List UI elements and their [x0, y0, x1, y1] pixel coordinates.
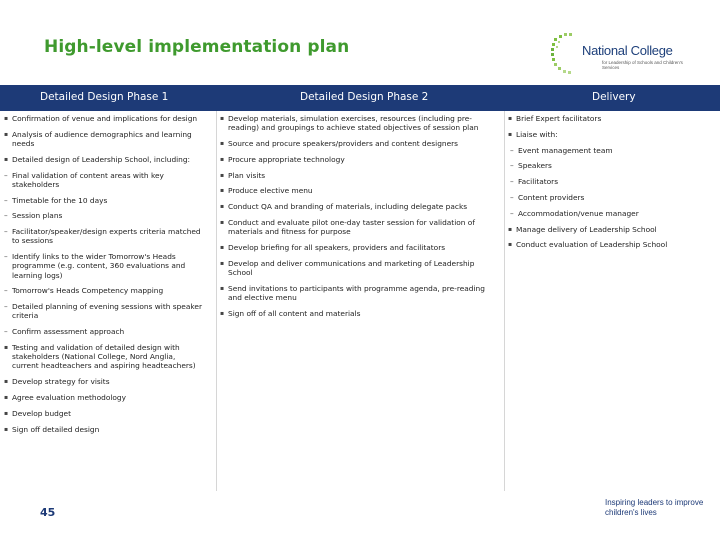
bullet-marker: ▪ [220, 203, 225, 211]
bullet-marker: ▪ [4, 378, 9, 386]
list-item [220, 139, 500, 148]
list-item-text: Session plans [12, 211, 63, 221]
list-item [4, 196, 204, 205]
dash-marker: – [4, 286, 8, 296]
list-item [510, 209, 718, 218]
delivery-heading: Delivery [592, 91, 636, 103]
list-item [220, 309, 500, 318]
list-item [4, 327, 204, 336]
list-item-text: Detailed planning of evening sessions with speaker criteria [12, 302, 202, 321]
list-item-text: Event management team [518, 145, 613, 155]
dash-marker: – [510, 192, 514, 202]
bullet-marker: ▪ [4, 115, 9, 122]
list-item-text: Conduct evaluation of Leadership School [516, 240, 668, 250]
list-item-text: Identify links to the wider Tomorrow's Heads programme (e.g. content, 360 evaluations and learning logs) [12, 252, 186, 280]
bullet-marker: ▪ [508, 130, 513, 138]
bullet-marker: ▪ [4, 130, 9, 138]
bullet-marker: ▪ [220, 259, 225, 267]
list-item [220, 155, 500, 164]
bullet-marker: ▪ [220, 171, 225, 179]
list-item-text: Send invitations to participants with programme agenda, pre-reading and elective menu [228, 283, 485, 302]
list-item [4, 286, 204, 295]
bullet-marker: ▪ [508, 225, 513, 233]
dash-marker: – [4, 302, 8, 312]
logo-name: National College [582, 43, 673, 58]
list-item [4, 252, 204, 280]
list-item [4, 114, 204, 123]
list-item-text: Develop strategy for visits [12, 377, 110, 387]
bullet-marker: ▪ [4, 425, 9, 433]
logo-tagline: for Leadership of Schools and Children's Services [602, 60, 683, 70]
bullet-marker: ▪ [220, 309, 225, 317]
phase2-heading: Detailed Design Phase 2 [300, 91, 429, 103]
list-item-text: Conduct and evaluate pilot one-day taster session for validation of materials and fitness for purpose [228, 217, 475, 237]
list-item [220, 284, 500, 302]
list-item-text: Timetable for the 10 days [12, 195, 108, 205]
list-item-text: Develop and deliver communications and marketing of Leadership School [228, 258, 475, 277]
list-item [220, 259, 500, 277]
list-item [510, 161, 718, 170]
list-item [220, 243, 500, 252]
list-item-text: Conduct QA and branding of materials, including delegate packs [228, 202, 468, 212]
bullet-marker: ▪ [220, 218, 225, 226]
dash-marker: – [4, 211, 8, 221]
list-item [220, 171, 500, 180]
list-item-text: Facilitator/speaker/design experts criteria matched to sessions [12, 227, 201, 246]
bullet-marker: ▪ [4, 155, 9, 163]
list-item [220, 202, 500, 211]
dash-marker: – [4, 327, 8, 337]
bullet-marker: ▪ [508, 241, 513, 249]
list-item-text: Content providers [518, 192, 585, 202]
dash-marker: – [4, 252, 8, 262]
list-item-text: Brief Expert facilitators [516, 114, 602, 123]
dash-marker: – [4, 170, 8, 180]
list-item-text: Agree evaluation methodology [12, 392, 126, 402]
list-item-text: Confirmation of venue and implications for design [12, 114, 198, 123]
list-item [508, 130, 718, 139]
delivery-list [508, 114, 718, 256]
list-item-text: Plan visits [228, 170, 266, 180]
list-item [4, 377, 204, 386]
list-item-text: Develop budget [12, 408, 71, 418]
bullet-marker: ▪ [220, 243, 225, 251]
list-item-text: Source and procure speakers/providers and content designers [228, 139, 458, 148]
dash-marker: – [510, 145, 514, 155]
column-header-bar [0, 85, 720, 111]
column-divider [216, 111, 217, 491]
list-item [4, 425, 204, 434]
phase1-list [4, 114, 204, 440]
list-item [510, 193, 718, 202]
list-item [4, 211, 204, 220]
bullet-marker: ▪ [508, 115, 513, 122]
list-item [4, 130, 204, 148]
list-item [220, 218, 500, 236]
list-item [4, 302, 204, 320]
list-item [508, 240, 718, 249]
list-item [508, 225, 718, 234]
list-item-text: Manage delivery of Leadership School [516, 224, 657, 234]
list-item [4, 409, 204, 418]
phase2-list [220, 114, 500, 325]
list-item-text: Testing and validation of detailed design with stakeholders (National College, Nord Anglia, current headteachers and aspiring headteachers) [12, 342, 196, 371]
list-item [220, 186, 500, 195]
page-title: High-level implementation plan [44, 37, 350, 57]
list-item-text: Analysis of audience demographics and learning needs [12, 129, 192, 148]
bullet-marker: ▪ [4, 393, 9, 401]
list-item [510, 177, 718, 186]
list-item [4, 171, 204, 189]
list-item [4, 227, 204, 245]
list-item-text: Confirm assessment approach [12, 327, 125, 337]
list-item [4, 343, 204, 371]
list-item [220, 114, 500, 132]
bullet-marker: ▪ [4, 409, 9, 417]
list-item-text: Facilitators [518, 177, 559, 187]
dash-marker: – [510, 208, 514, 218]
bullet-marker: ▪ [220, 155, 225, 163]
list-item-text: Final validation of content areas with key stakeholders [12, 170, 164, 189]
list-item-text: Tomorrow's Heads Competency mapping [12, 286, 164, 296]
bullet-marker: ▪ [220, 115, 225, 122]
list-item [510, 146, 718, 155]
dash-marker: – [4, 227, 8, 237]
list-item-text: Detailed design of Leadership School, including: [12, 154, 191, 164]
list-item-text: Develop briefing for all speakers, providers and facilitators [228, 242, 446, 252]
national-college-logo [550, 30, 700, 80]
list-item [4, 155, 204, 164]
list-item-text: Sign off of all content and materials [228, 308, 361, 318]
list-item-text: Procure appropriate technology [228, 154, 345, 164]
bullet-marker: ▪ [220, 140, 225, 147]
footer-tagline: Inspiring leaders to improve children's lives [605, 498, 704, 517]
column-divider [504, 111, 505, 491]
phase1-heading: Detailed Design Phase 1 [40, 91, 169, 103]
dash-marker: – [4, 195, 8, 205]
list-item-text: Accommodation/venue manager [518, 208, 639, 218]
list-item-text: Sign off detailed design [12, 424, 100, 434]
list-item-text: Speakers [518, 161, 552, 171]
list-item-text: Liaise with: [516, 129, 558, 139]
dash-marker: – [510, 177, 514, 187]
bullet-marker: ▪ [220, 284, 225, 292]
list-item [508, 114, 718, 123]
dash-marker: – [510, 161, 514, 171]
list-item-text: Develop materials, simulation exercises, resources (including pre-reading) and groupings to achieve stated objectives of session plan [228, 114, 479, 133]
page-number: 45 [40, 506, 56, 519]
bullet-marker: ▪ [220, 187, 225, 195]
list-item-text: Produce elective menu [228, 186, 313, 196]
list-item [4, 393, 204, 402]
bullet-marker: ▪ [4, 343, 9, 351]
